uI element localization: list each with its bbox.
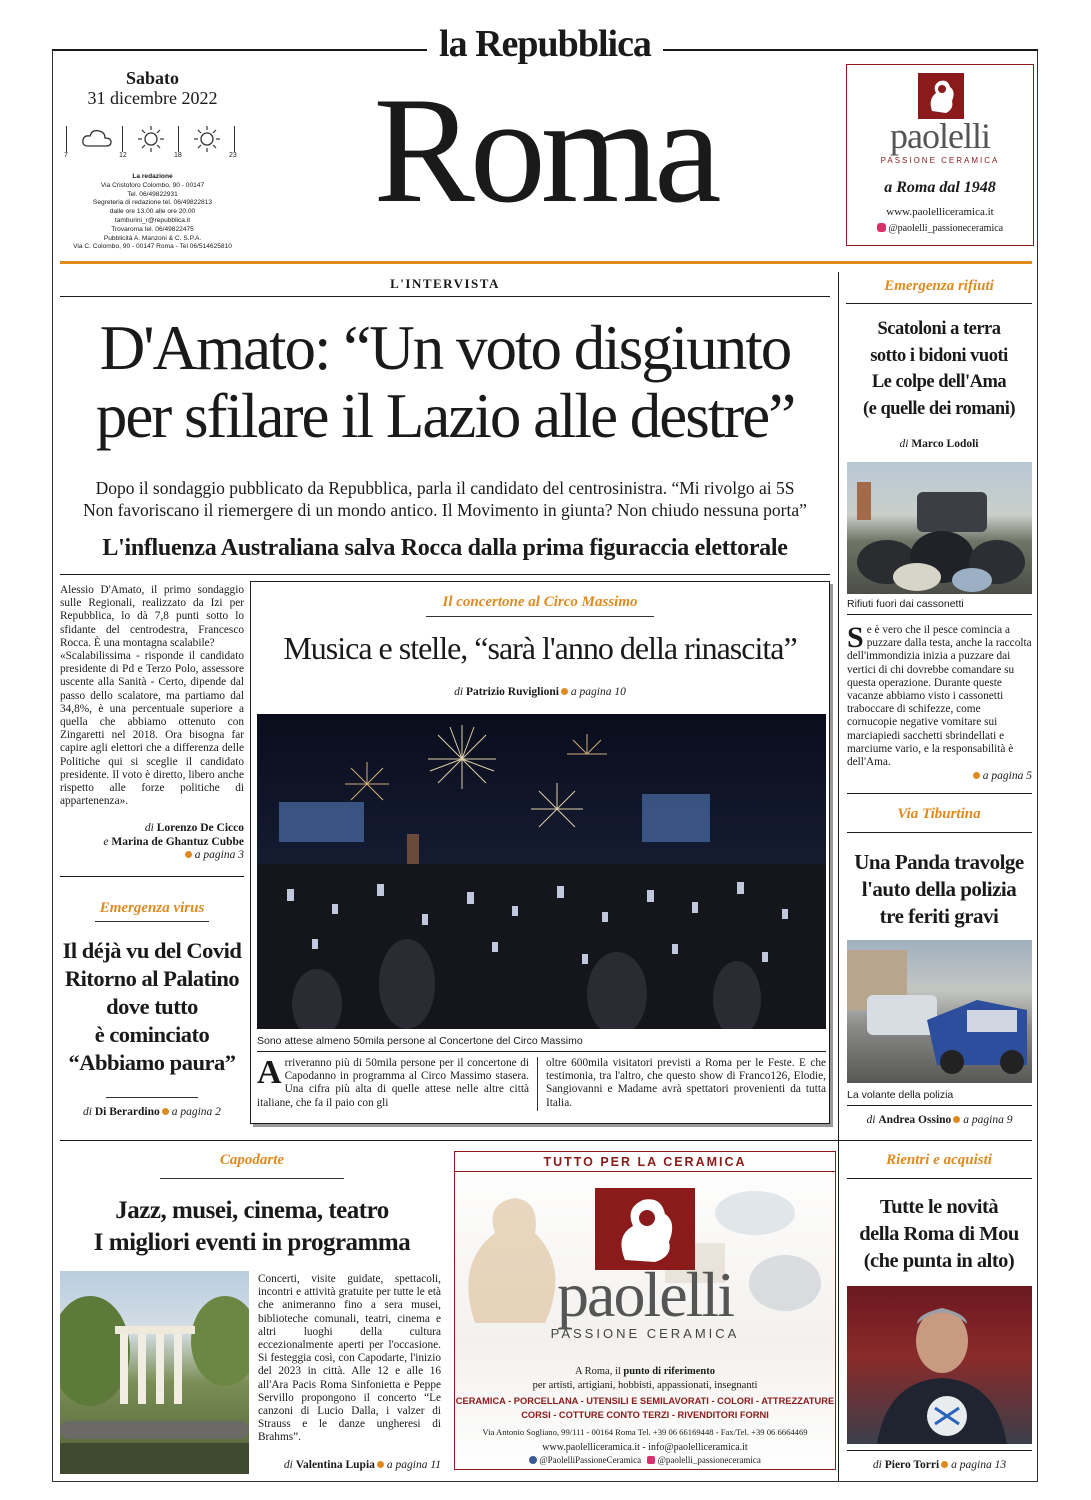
ara-pacis-icon [60,1271,249,1474]
main-summary-line: Dopo il sondaggio pubblicato da Repubblica, parla il candidato del centrosinistra. “Mi rivolgo ai 5S [95,478,795,498]
sun-icon [134,124,168,154]
ad-tagline: PASSIONE CERAMICA [880,156,1000,165]
by-prefix: di [866,1114,876,1126]
facebook-icon [529,1456,537,1464]
redazione-line: Pubblicità A. Manzoni & C. S.P.A. [103,234,202,242]
ad-since: a Roma dal 1948 [884,179,996,196]
ad-brand: paolelli [890,116,990,156]
main-byline [60,822,244,863]
capodarte-kicker: Capodarte [219,1152,285,1168]
instagram-icon [877,223,886,232]
issue-day: Sabato [125,68,179,88]
coach-portrait-icon [847,1286,1032,1444]
main-summary [60,477,830,521]
covid-headline-line: è cominciato [94,1022,210,1047]
roma-headline-line: della Roma di Mou [859,1223,1019,1245]
author-name[interactable]: Marina de Ghantuz Cubbe [111,835,244,848]
ad-tagline: PASSIONE CERAMICA [550,1326,740,1341]
ad-paolelli-bottom[interactable] [454,1151,836,1470]
page-ref[interactable]: a pagina 5 [982,770,1032,782]
sun-icon [190,124,224,154]
redazione-line: Segreteria di redazione tel. 06/49822813 [92,199,213,207]
paolelli-logo-icon [918,73,964,119]
rifiuti-body [847,621,1032,769]
by-join: e [103,835,109,848]
paolelli-logo-icon [595,1188,695,1270]
rifiuti-byline [846,438,1032,450]
tiburtina-photo[interactable] [847,940,1032,1083]
concert-body-text: rriveranno più di 50mila persone per il concertone di Capodanno in programma al Circo Massimo stasera. Una cifra più alta di quelle attese nelle altre città italiane, che fa il paio con gli [257,1057,529,1109]
capodarte-photo[interactable] [60,1271,249,1474]
tiburtina-caption: La volante della polizia [847,1089,954,1101]
main-summary-line: Non favoriscano il riemergere di un mondo antico. Il Movimento in giunta? Non chiudo nessuna porta” [83,500,807,520]
redazione-line: dalle ore 13.00 alle ore 20.00 [109,208,196,216]
concert-kicker: Il concertone al Circo Massimo [442,594,638,610]
ad-line1-bold: punto di riferimento [623,1366,715,1377]
concert-photo[interactable] [257,714,826,1029]
rifiuti-caption: Rifiuti fuori dai cassonetti [847,598,964,610]
roma-photo[interactable] [847,1286,1032,1444]
ad-paolelli-top[interactable] [846,64,1034,246]
by-prefix: di [872,1459,882,1471]
ad-line1 [455,1366,835,1377]
by-prefix: di [454,686,464,698]
tiburtina-headline-line: l'auto della polizia [861,877,1017,901]
concert-headline[interactable]: Musica e stelle, “sarà l'anno della rinascita” [283,630,797,666]
concert-caption: Sono attese almeno 50mila persone al Concertone del Circo Massimo [257,1035,583,1047]
main-kicker: L'INTERVISTA [390,276,500,291]
tiburtina-headline[interactable] [844,849,1034,930]
main-subhead[interactable]: L'influenza Australiana salva Rocca dalla prima figuraccia elettorale [102,535,788,561]
roma-headline-line: (che punta in alto) [863,1250,1015,1272]
covid-kicker: Emergenza virus [99,900,205,916]
weather-hour: 18 [174,152,182,159]
by-prefix: di [899,438,909,450]
covid-headline-line: Il déjà vu del Covid [62,938,242,963]
by-prefix: di [283,1459,293,1471]
police-car-icon [847,940,1032,1083]
weather-hour: 12 [119,152,127,159]
page-ref[interactable]: a pagina 2 [171,1106,221,1118]
rifiuti-body-text: e è vero che il pesce comincia a puzzare dalla testa, anche la raccolta dell'immondizia inizia a puzzare dai vertici di chi dovrebbe comandare su questa operazione. Durante queste vacanze abbiamo visto i cassonetti traboccare di schifezze, come cornucopie negative vomitare sui marciapiedi sacchetti sbrindellati e marciume vario, e la responsabilità è dell'Ama. [847,624,1032,769]
ad-line2: per artisti, artigiani, hobbisti, appassionati, insegnanti [532,1380,758,1391]
rifiuti-headline[interactable] [846,316,1032,422]
main-body [60,584,244,808]
concert-body-col2: oltre 600mila visitatori previsti a Roma per le Feste. E che testimonia, tra l'altro, che questo show di Franco126, Elodie, Sangiovanni e Madame avrà spettatori provenienti da tutta Italia. [546,1057,826,1109]
main-headline[interactable] [60,314,830,450]
ad-banner: TUTTO PER LA CERAMICA [455,1152,835,1172]
by-prefix: di [144,822,154,834]
author-name[interactable]: Di Berardino [94,1106,160,1118]
fireworks-icon [257,714,826,1029]
bullet-dot-icon [953,1116,960,1123]
ad-instagram[interactable] [847,223,1033,234]
capodarte-headline-line: Jazz, musei, cinema, teatro [115,1197,389,1224]
capodarte-body: Concerti, visite guidate, spettacoli, incontri e attività gratuite per tutte le età che animeranno fino a sera musei, biblioteche comunali, teatri, cinema e altri luoghi della cultura eccezionalmente aperti per l'occasione. Si festeggia così, con Capodarte, l'inizio del 2023 in città. Alle 12 e alle 16 all'Ara Pacis Roma Sinfonietta e Peppe Servillo propongono il concerto “Le canzoni di Lucio Dalla, i valzer di Strauss e le danze ungheresi di Brahms”. [258,1273,441,1444]
author-name[interactable]: Marco Lodoli [911,438,979,450]
main-body-paragraph: «Scalabilissima - risponde il candidato presidente di Pd e Terzo Polo, assessore uscente alla Sanità - Certo, dipende dal passo dello scalatore, ma partiamo dal 34,8%, è una percentuale superiore a quella che abbiamo ottenuto con Zingaretti nel 2018. Ora bisogna far capire agli elettori che a differenza delle Politiche qui si sceglie il candidato presidente. Il voto è diretto, libero anche rispetto alle forze politiche di appartenenza». [60,650,244,808]
covid-headline[interactable] [56,937,248,1077]
covid-headline-line: Ritorno al Palatino [64,966,240,991]
roma-kicker: Rientri e acquisti [886,1152,992,1168]
bullet-dot-icon [941,1461,948,1468]
covid-byline [60,1106,244,1118]
edition-city: Roma [373,66,717,234]
cloud-icon [80,126,114,150]
rifiuti-headline-line: Scatoloni a terra [877,319,1001,339]
bullet-dot-icon [561,688,568,695]
roma-byline [847,1459,1032,1471]
main-headline-line: D'Amato: “Un voto disgiunto [99,313,791,383]
ad-line1-text: A Roma, il [575,1366,624,1377]
ad-products1: CERAMICA - PORCELLANA - UTENSILI E SEMILAVORATI - COLORI - ATTREZZATURE [455,1396,835,1406]
tiburtina-headline-line: tre feriti gravi [879,904,999,928]
by-prefix: di [83,1106,92,1118]
roma-headline-line: Tutte le novità [879,1196,999,1218]
weather-strip [66,124,241,164]
rifiuti-headline-line: sotto i bidoni vuoti [870,345,1008,366]
main-headline-line: per sfilare il Lazio alle destre” [95,381,795,451]
rifiuti-kicker: Emergenza rifiuti [884,278,994,294]
redazione-line: Tel. 06/49822931 [127,190,178,198]
redazione-box [60,173,245,252]
page-ref[interactable]: a pagina 9 [963,1114,1013,1126]
redazione-line: Via Cristoforo Colombo, 90 - 00147 [100,181,205,189]
newspaper-brand[interactable]: la Repubblica [439,23,651,65]
weather-hour: 23 [229,152,237,159]
redazione-line: tamburini_r@repubblica.it [114,216,191,224]
author-name[interactable]: Piero Torri [884,1459,940,1471]
rifiuti-headline-line: (e quelle dei romani) [862,398,1016,419]
capodarte-byline [258,1459,441,1471]
author-name[interactable]: Patrizio Ruviglioni [465,686,559,698]
rifiuti-photo[interactable] [847,462,1032,594]
bullet-dot-icon [162,1108,169,1115]
tiburtina-kicker: Via Tiburtina [897,806,981,822]
masthead-divider [60,261,1032,264]
bullet-dot-icon [973,772,980,779]
page-ref[interactable]: a pagina 3 [194,849,244,861]
ad-address: Via Antonio Sogliano, 99/111 - 00164 Roma Tel. +39 06 66169448 - Fax/Tel. +39 06 6664469 [482,1427,808,1437]
page-ref[interactable]: a pagina 10 [570,686,626,698]
covid-headline-line: “Abbiamo paura” [68,1050,236,1075]
page-ref[interactable]: a pagina 13 [951,1459,1007,1471]
page-ref[interactable]: a pagina 11 [386,1459,441,1471]
covid-headline-line: dove tutto [106,994,198,1019]
ad-instagram-handle: @paolelli_passioneceramica [657,1455,761,1465]
main-body-paragraph: Alessio D'Amato, il primo sondaggio sulle Regionali, realizzato da Izi per Repubblica, lo dà 7,8 punti sotto lo sfidante del centrodestra, Francesco Rocca. È una montagna scalabile? [60,584,244,649]
ad-instagram-handle: @paolelli_passioneceramica [888,223,1004,234]
tiburtina-headline-line: Una Panda travolge [854,850,1024,874]
concert-byline [250,686,830,698]
ad-products2: CORSI - COTTURE CONTO TERZI - RIVENDITORI FORNI [521,1410,769,1420]
concert-body-col1 [257,1054,529,1110]
tiburtina-byline [847,1114,1032,1126]
ad-facebook-handle: @PaolelliPassioneCeramica [539,1455,642,1465]
weather-hour: 7 [64,152,68,159]
capodarte-headline-line: I migliori eventi in programma [93,1229,411,1256]
ad-brand: paolelli [557,1259,733,1330]
capodarte-headline[interactable] [56,1195,448,1259]
rifiuti-page-ref[interactable] [847,770,1032,782]
rifiuti-headline-line: Le colpe dell'Ama [871,372,1007,392]
ad-social[interactable] [455,1455,835,1465]
redazione-line: Via C. Colombo, 90 - 00147 Roma - Tel 06/514625810 [73,243,232,251]
dropcap: A [257,1054,282,1091]
redazione-line: Trovaroma tel. 06/49822475 [111,225,194,233]
ad-url[interactable]: www.paolelliceramica.it [886,206,994,218]
bullet-dot-icon [185,851,192,858]
dropcap: S [847,621,864,654]
redazione-title: La redazione [132,173,173,180]
roma-headline[interactable] [846,1194,1032,1275]
garbage-bags-icon [847,462,1032,594]
ad-web[interactable]: www.paolelliceramica.it - info@paolelliceramica.it [542,1442,748,1453]
author-name[interactable]: Andrea Ossino [878,1114,952,1126]
instagram-icon [647,1456,655,1464]
bullet-dot-icon [377,1461,384,1468]
author-name[interactable]: Lorenzo De Cicco [156,822,244,834]
author-name[interactable]: Valentina Lupia [295,1459,375,1471]
issue-date: 31 dicembre 2022 [87,88,218,108]
